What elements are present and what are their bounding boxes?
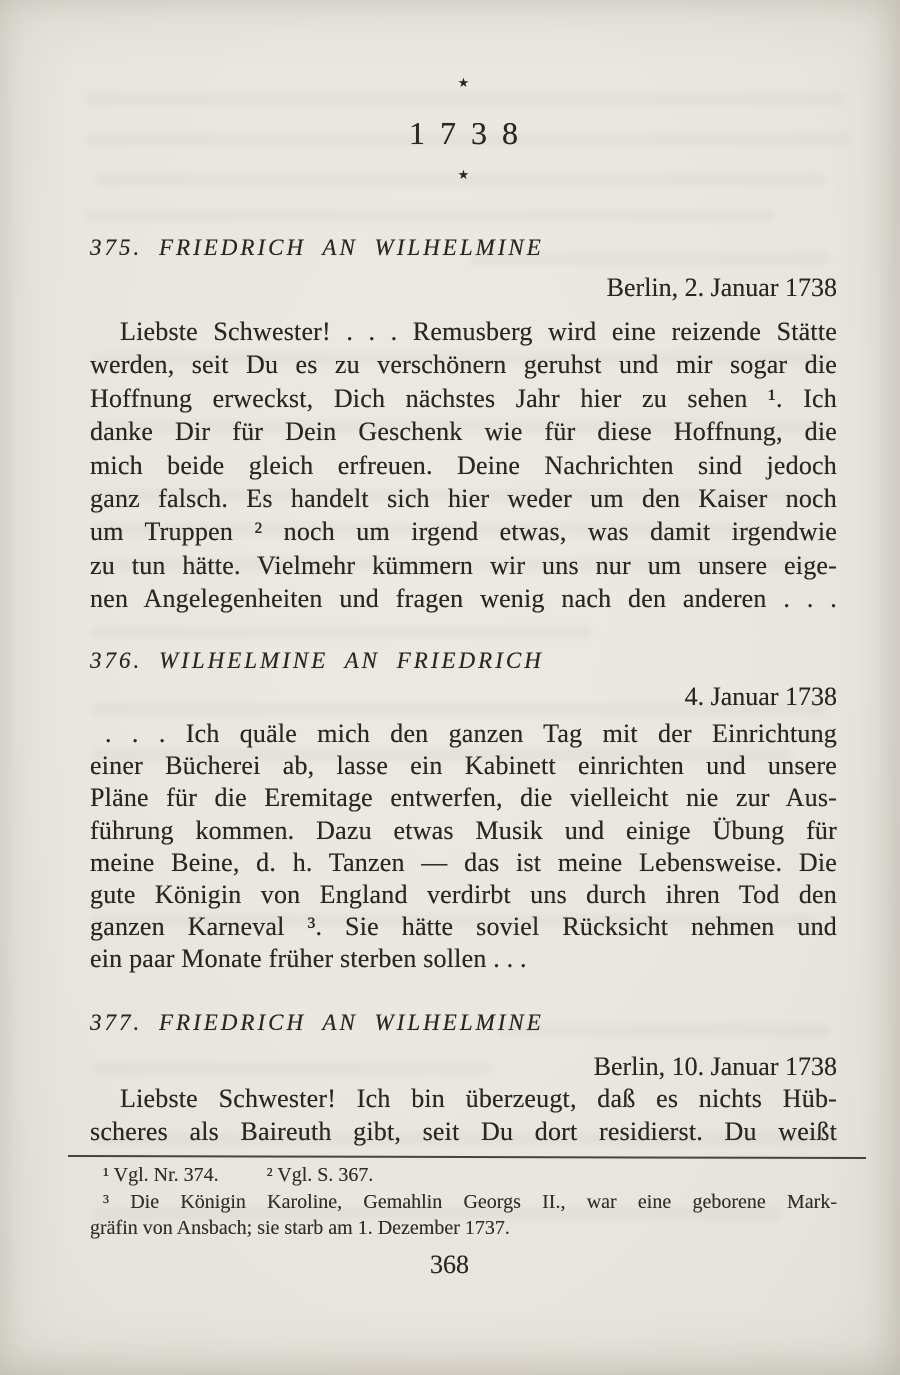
star-ornament-top: ★ — [457, 76, 470, 91]
letter-heading-377: 377. FRIEDRICH AN WILHELMINE — [90, 1010, 544, 1035]
bleed-through — [85, 92, 845, 105]
text-line: ganz falsch. Es handelt sich hier weder um den Kaiser noch — [90, 484, 837, 514]
letter-dateline-377: Berlin, 10. Januar 1738 — [593, 1052, 837, 1081]
text-line: ganzen Karneval ³. Sie hätte soviel Rücksicht nehmen und — [90, 912, 837, 942]
text-line: einer Bücherei ab, lasse ein Kabinett einrichten und unsere — [90, 751, 837, 781]
bleed-through — [92, 626, 592, 639]
text-line: gute Königin von England verdirbt uns durch ihren Tod den — [90, 880, 837, 910]
letter-dateline-376: 4. Januar 1738 — [684, 682, 837, 711]
footnote-3-line-1: ³ Die Königin Karoline, Gemahlin Georgs II., war eine geborene Mark- — [103, 1190, 837, 1213]
letter-body-377 — [90, 1082, 837, 1148]
text-line: scheres als Baireuth gibt, seit Du dort residierst. Du weißt — [90, 1117, 837, 1146]
page-number: 368 — [430, 1250, 469, 1279]
year-header: 1738 — [409, 115, 533, 151]
footnote-1: ¹ Vgl. Nr. 374. — [103, 1164, 219, 1186]
text-line: um Truppen ² noch um irgend etwas, was damit irgendwie — [90, 517, 837, 547]
footnote-rule — [68, 1155, 866, 1159]
text-line: Liebste Schwester! . . . Remusberg wird eine reizende Stätte — [120, 317, 837, 346]
text-line: ein paar Monate früher sterben sollen . . . — [90, 944, 527, 974]
letter-heading-376: 376. WILHELMINE AN FRIEDRICH — [90, 648, 544, 673]
bleed-through — [85, 209, 775, 222]
letter-dateline-375: Berlin, 2. Januar 1738 — [606, 273, 837, 302]
letter-body-375 — [90, 315, 837, 616]
text-line: Liebste Schwester! Ich bin überzeugt, daß es nichts Hüb- — [120, 1084, 837, 1113]
footnote-row — [90, 1162, 837, 1189]
text-line: zu tun hätte. Vielmehr kümmern wir uns nur um unsere eige- — [90, 550, 837, 580]
text-line: meine Beine, d. h. Tanzen — das ist meine Lebensweise. Die — [90, 847, 837, 877]
footnotes — [90, 1162, 837, 1242]
text-line: . . . Ich quäle mich den ganzen Tag mit der Einrichtung — [105, 719, 837, 748]
text-line: Hoffnung erweckst, Dich nächstes Jahr hier zu sehen ¹. Ich — [90, 383, 837, 413]
text-line: Pläne für die Eremitage entwerfen, die vielleicht nie zur Aus- — [90, 783, 837, 813]
letter-heading-375: 375. FRIEDRICH AN WILHELMINE — [90, 235, 544, 260]
text-line: führung kommen. Dazu etwas Musik und einige Übung für — [90, 815, 837, 845]
text-line: danke Dir für Dein Geschenk wie für diese Hoffnung, die — [90, 417, 837, 447]
footnote-2: ² Vgl. S. 367. — [266, 1164, 374, 1186]
star-ornament-bottom: ★ — [457, 168, 470, 183]
text-line: nen Angelegenheiten und fragen wenig nach den anderen . . . — [90, 584, 837, 614]
letter-body-376 — [90, 718, 837, 976]
text-line: mich beide gleich erfreuen. Deine Nachrichten sind jedoch — [90, 450, 837, 480]
text-line: werden, seit Du es zu verschönern geruhst und mir sogar die — [90, 350, 837, 380]
footnote-3-line-2: gräfin von Ansbach; sie starb am 1. Dezember 1737. — [90, 1217, 510, 1239]
